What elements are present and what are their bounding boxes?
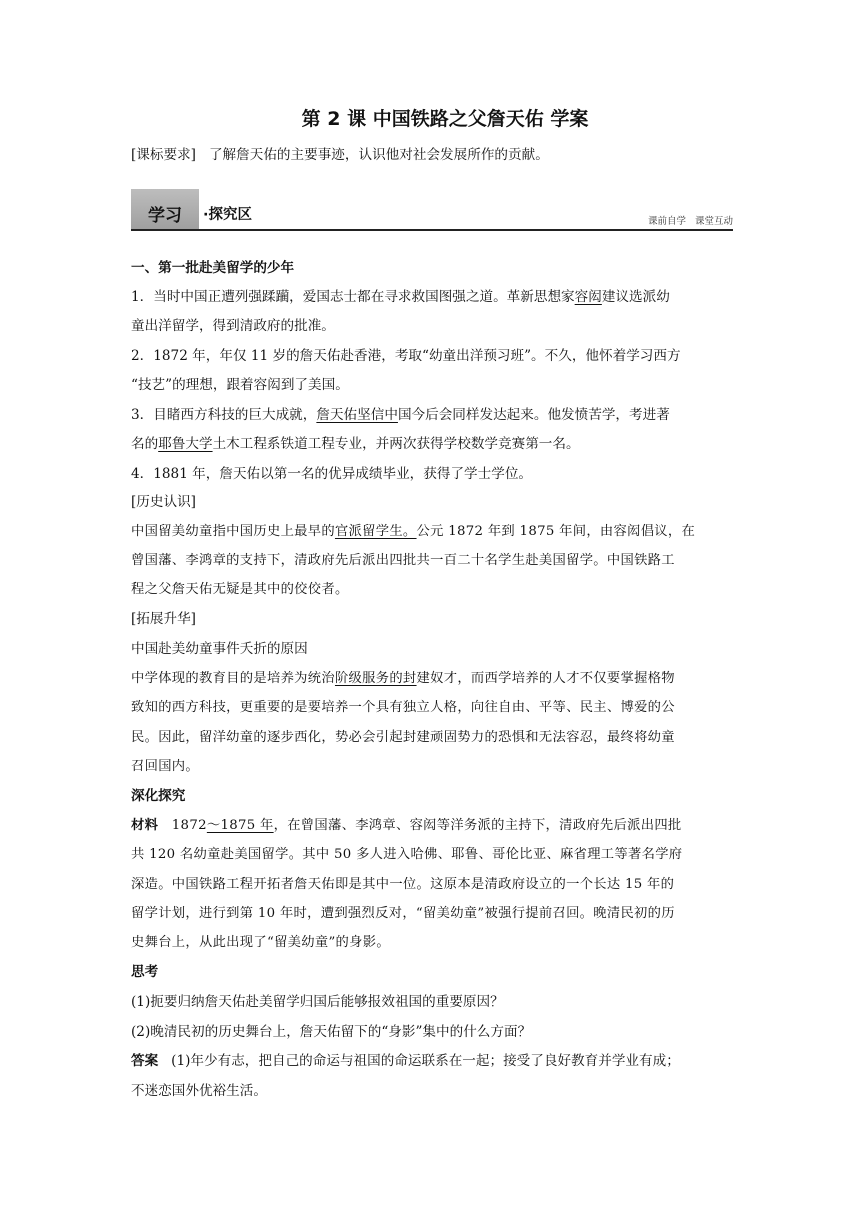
paragraph-3-line-1: 3．目睹西方科技的巨大成就，詹天佑坚信中国今后会同样发达起来。他发愤苦学，考进著: [131, 407, 670, 423]
extend-tag: [拓展升华]: [131, 611, 196, 627]
paragraph-4: 4．1881 年，詹天佑以第一名的优异成绩毕业，获得了学士学位。: [131, 466, 533, 482]
history-line-1: 中国留美幼童指中国历史上最早的官派留学生。公元 1872 年到 1875 年间，由容闳倡议，在: [131, 524, 696, 539]
extend-subtitle: 中国赴美幼童事件夭折的原因: [131, 641, 308, 657]
answer-line-2: 不迷恋国外优裕生活。: [131, 1083, 267, 1099]
requirement-text: 了解詹天佑的主要事迹，认识他对社会发展所作的贡献。: [208, 147, 549, 163]
paragraph-3-line-2: 名的耶鲁大学土木工程系铁道工程专业，并两次获得学校数学竞赛第一名。: [131, 436, 580, 452]
deep-heading: 深化探究: [131, 788, 186, 804]
section-divider: [131, 229, 733, 231]
history-line-2: 曾国藩、李鸿章的支持下，清政府先后派出四批共一百二十名学生赴美国留学。中国铁路工: [131, 553, 675, 568]
section-right-label: 课前自学 课堂互动: [647, 216, 733, 227]
material-line-1: 材料 1872～1875 年，在曾国藩、李鸿章、容闳等洋务派的主持下，清政府先后派出四批: [131, 818, 682, 833]
material-line-4: 留学计划，进行到第 10 年时，遭到强烈反对，“留美幼童”被强行提前召回。晚清民初的历: [131, 906, 675, 921]
extend-line-2: 致知的西方科技，更重要的是要培养一个具有独立人格，向往自由、平等、民主、博爱的公: [131, 700, 675, 715]
paragraph-2-line-2: “技艺”的理想，跟着容闳到了美国。: [131, 377, 349, 393]
paragraph-2-line-1: 2．1872 年，年仅 11 岁的詹天佑赴香港，考取“幼童出洋预习班”。不久，他怀着学习西方: [131, 348, 681, 364]
requirement-tag: [课标要求]: [131, 147, 196, 163]
question-2: (2)晚清民初的历史舞台上，詹天佑留下的“身影”集中的什么方面？: [131, 1024, 532, 1040]
requirement-line: [131, 146, 549, 164]
paragraph-1-line-1: 1．当时中国正遭列强蹂躏，爱国志士都在寻求救国图强之道。革新思想家容闳建议选派幼: [131, 289, 670, 305]
paragraph-1-line-2: 童出洋留学，得到清政府的批准。: [131, 318, 335, 334]
extend-line-3: 民。因此，留洋幼童的逐步西化，势必会引起封建顽固势力的恐惧和无法容忍，最终将幼童: [131, 730, 675, 745]
think-heading: 思考: [131, 964, 159, 980]
material-line-2: 共 120 名幼童赴美国留学。其中 50 多人进入哈佛、耶鲁、哥伦比亚、麻省理工等著名学府: [131, 847, 683, 862]
heading-1: 一、第一批赴美留学的少年: [131, 260, 295, 276]
extend-line-4: 召回国内。: [131, 759, 199, 774]
question-1: (1)扼要归纳詹天佑赴美留学归国后能够报效祖国的重要原因？: [131, 994, 504, 1010]
material-tag: 材料: [131, 818, 159, 833]
history-tag: [历史认识]: [131, 494, 196, 510]
section-bar: [131, 189, 733, 231]
section-block: 学习: [131, 189, 199, 230]
material-line-3: 深造。中国铁路工程开拓者詹天佑即是其中一位。这原本是清政府设立的一个长达 15 年的: [131, 877, 675, 892]
section-label: ·探究区: [203, 207, 253, 223]
answer-tag: 答案: [131, 1053, 159, 1069]
page-title: 第 2 课 中国铁路之父詹天佑 学案: [301, 108, 589, 130]
material-line-5: 史舞台上，从此出现了“留美幼童”的身影。: [131, 935, 390, 950]
extend-line-1: 中学体现的教育目的是培养为统治阶级服务的封建奴才，而西学培养的人才不仅要掌握格物: [131, 671, 675, 686]
answer-line-1: 答案 (1)年少有志，把自己的命运与祖国的命运联系在一起；接受了良好教育并学业有成；: [131, 1053, 680, 1069]
history-line-3: 程之父詹天佑无疑是其中的佼佼者。: [131, 582, 349, 597]
